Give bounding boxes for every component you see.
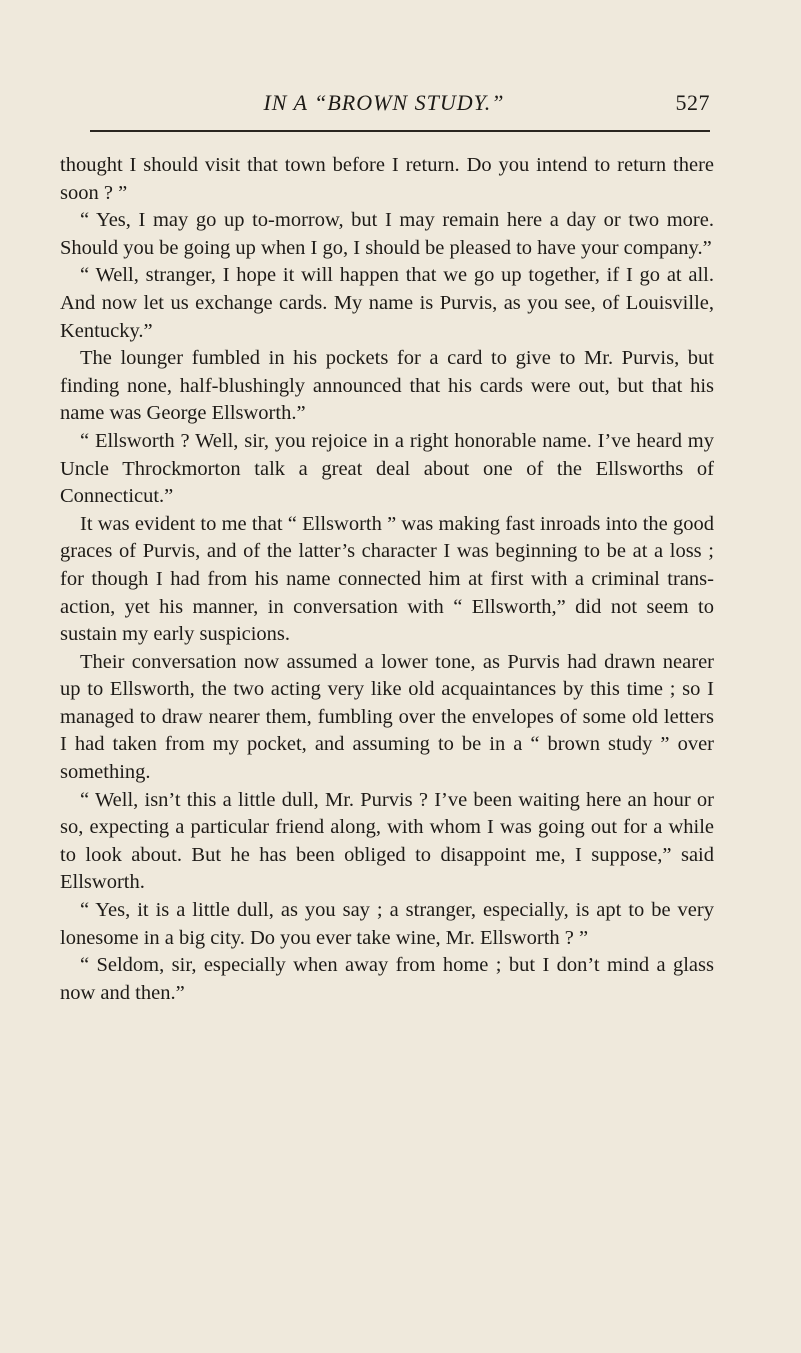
- page-header: [88, 90, 710, 130]
- header-rule: [90, 130, 710, 132]
- body-text: [60, 152, 714, 1007]
- page-number: 527: [675, 90, 710, 115]
- paragraph: “ Seldom, sir, especially when away from home ; but I don’t mind a glass now and then.”: [60, 954, 714, 1004]
- paragraph: The lounger fumbled in his pockets for a card to give to Mr. Purvis, but finding none, half-blushingly announced that his cards were out, but that his name was George Ellsworth.”: [60, 347, 714, 425]
- paragraph: “ Ellsworth ? Well, sir, you rejoice in a right honorable name. I’ve heard my Uncle Throckmorton talk a great deal about one of the Ellsworths of Connecticut.”: [60, 429, 714, 508]
- paragraph: “ Well, isn’t this a little dull, Mr. Purvis ? I’ve been waiting here an hour or so, expecting a particular friend along, with whom I was going out for a while to look about. But he has been obliged to disappoint me, I suppose,” said Ellsworth.: [60, 788, 714, 894]
- paragraph: Their conversation now assumed a lower tone, as Purvis had drawn nearer up to Ellsworth, the two acting very like old acquaintances by this time ; so I managed to draw nearer them, fumbling over the envelopes of some old letters I had taken from my pocket, and assuming to be in a “ brown study ” over something.: [60, 650, 714, 784]
- paragraph: “ Well, stranger, I hope it will happen that we go up together, if I go at all. And now let us exchange cards. My name is Purvis, as you see, of Louisville, Kentucky.”: [60, 264, 714, 342]
- paragraph: “ Yes, it is a little dull, as you say ; a stranger, especially, is apt to be very lonesome in a big city. Do you ever take wine, Mr. Ellsworth ? ”: [60, 899, 714, 949]
- paragraph: thought I should visit that town before I return. Do you intend to return there soon ? ”: [60, 154, 714, 204]
- paragraph: “ Yes, I may go up to-morrow, but I may remain here a day or two more. Should you be going up when I go, I should be pleased to have your company.”: [60, 209, 714, 259]
- paragraph: It was evident to me that “ Ellsworth ” was making fast inroads into the good graces of Purvis, and of the latter’s character I was beginning to be at a loss ; for though I had from his name connected him at first with a criminal transaction, yet his manner, in conversation with “ Ellsworth,” did not seem to sustain my early suspicions.: [60, 512, 714, 646]
- running-head: IN A “BROWN STUDY.”: [263, 90, 505, 115]
